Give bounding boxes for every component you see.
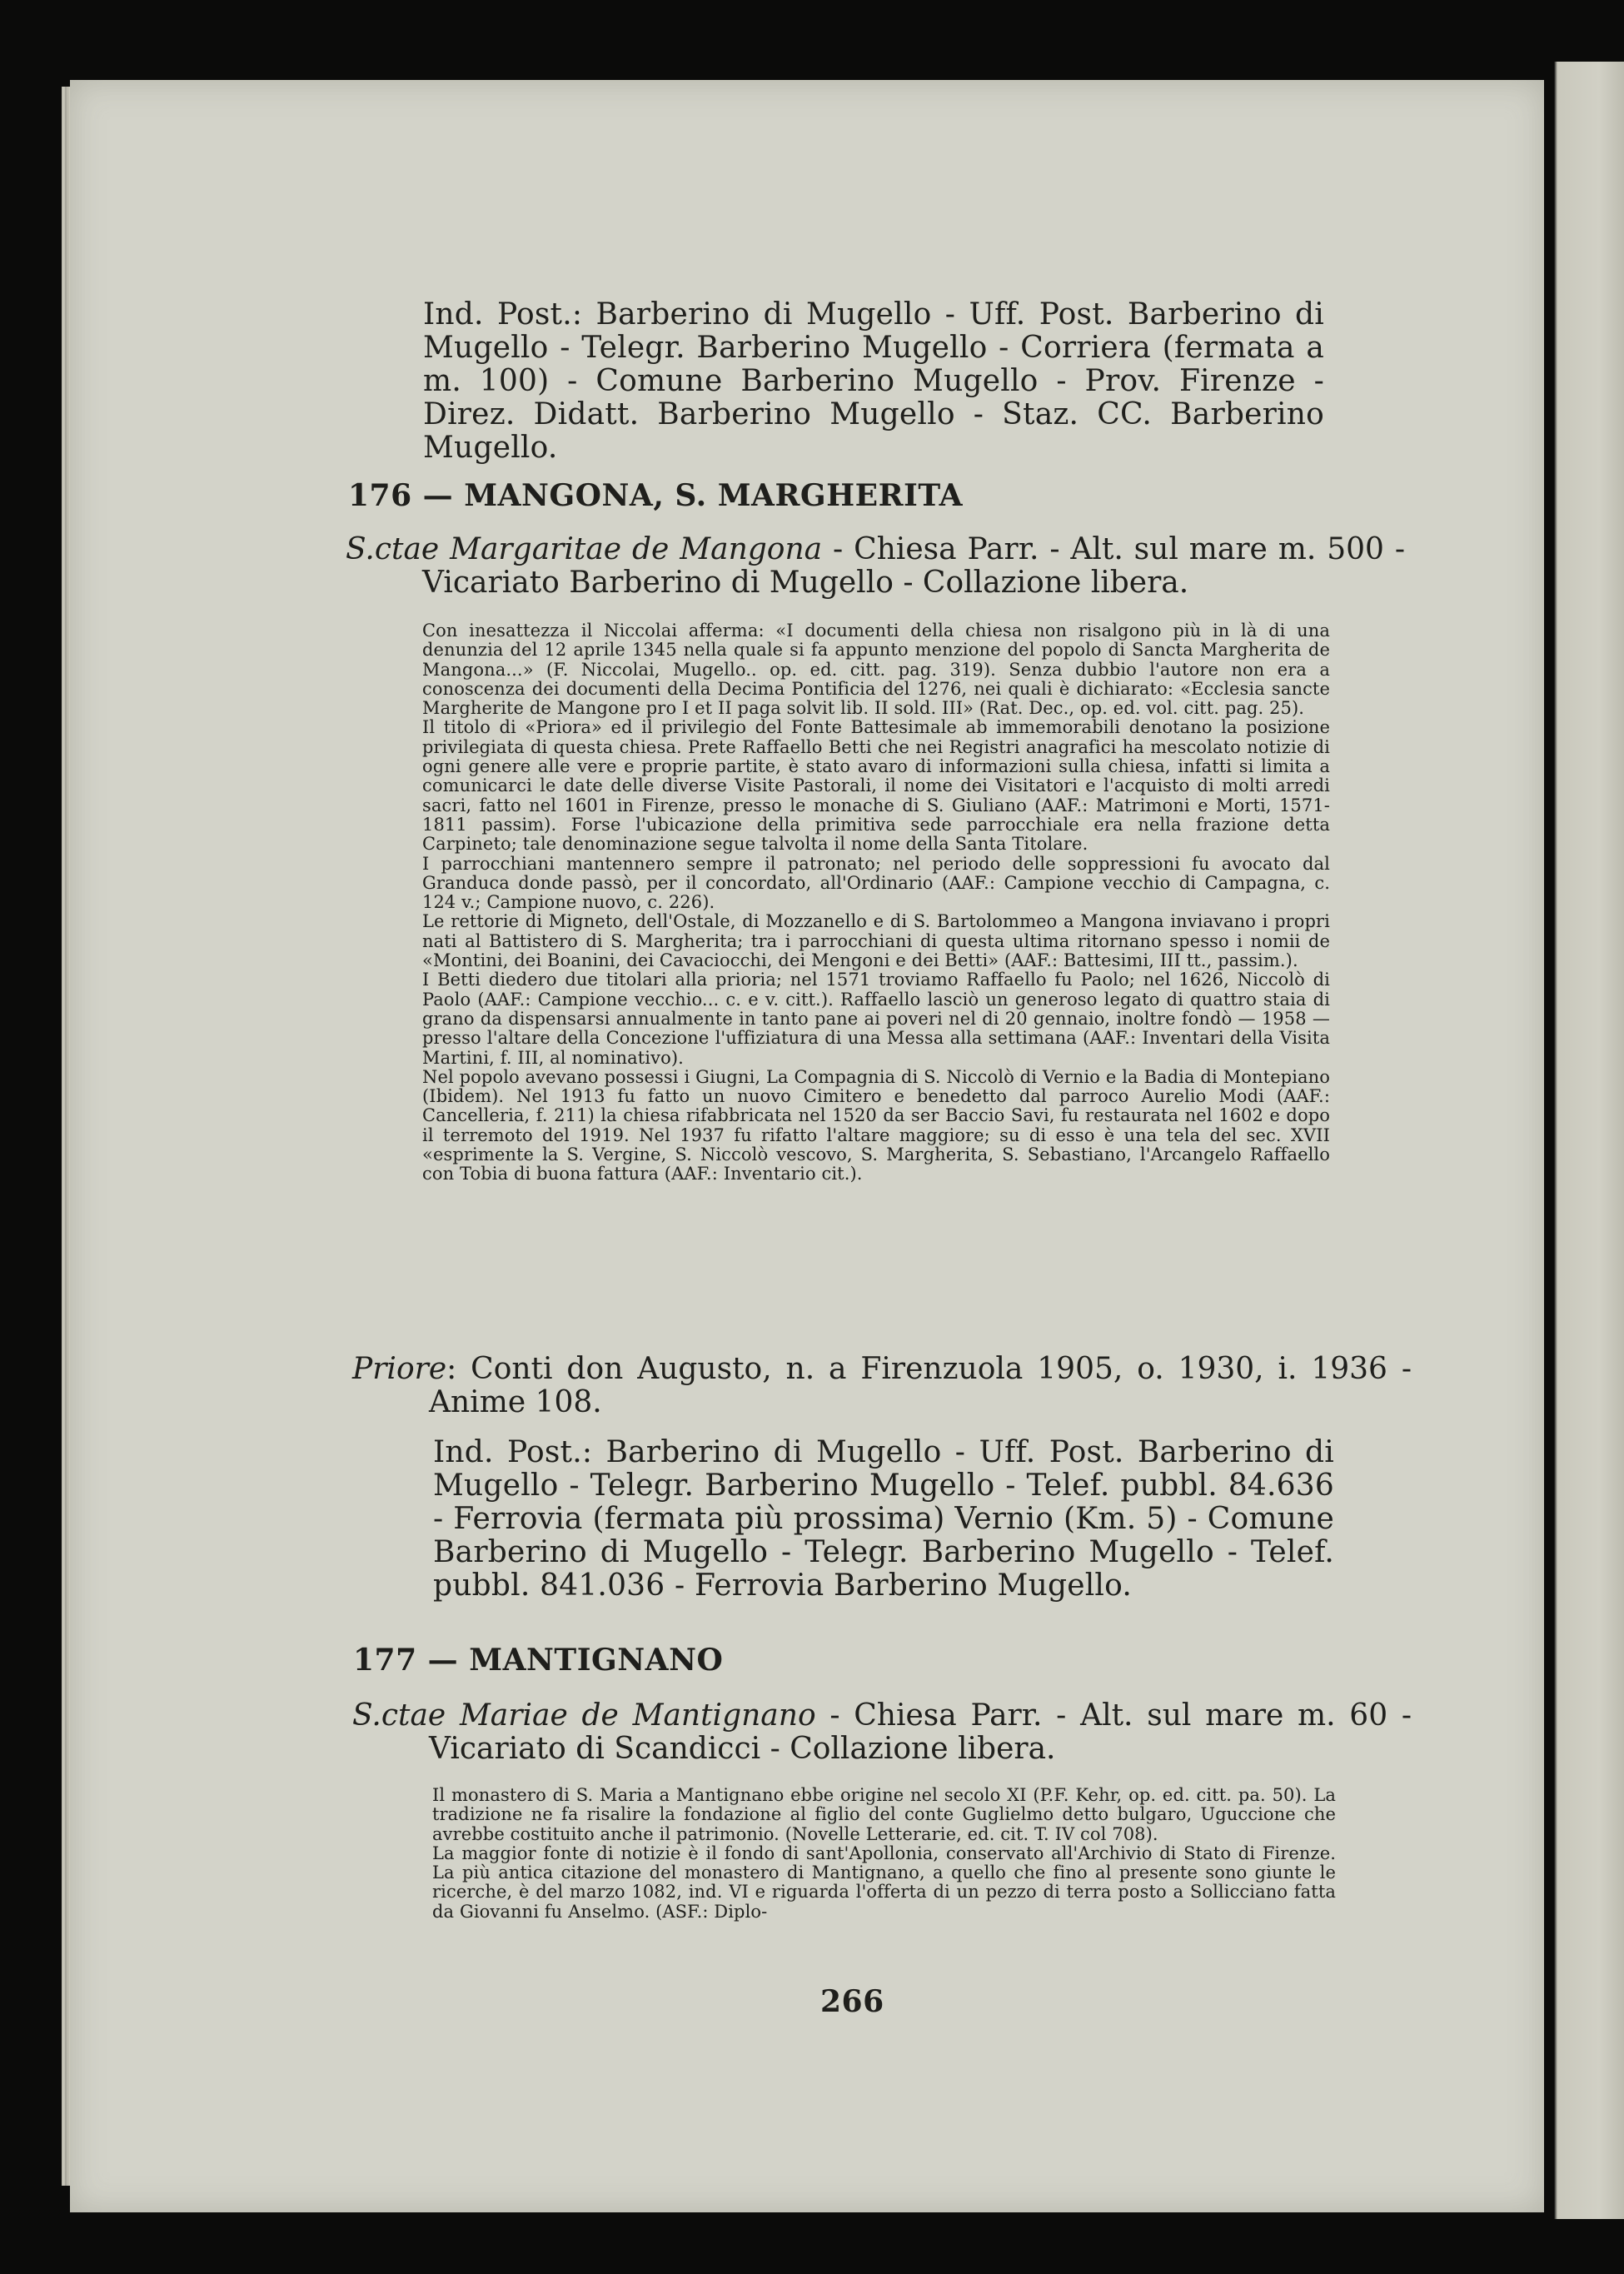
address-paragraph-175: Ind. Post.: Barberino di Mugello - Uff. Post. Barberino di Mugello - Telegr. Barberino Mugello - Corriera (fermata a m. 100) - Comune Barberino Mugello - Prov. Firenze - Direz. Didatt. Barberino Mugello - Staz. CC. Barberino Mugello. [423,297,1324,465]
section-176-details: - Chiesa Parr. - Alt. sul mare m. 500 - Vicariato Barberino di Mugello - Collazione libera. [422,532,1405,600]
address-paragraph-176: Ind. Post.: Barberino di Mugello - Uff. Post. Barberino di Mugello - Telegr. Barberino Mugello - Telef. pubbl. 84.636 - Ferrovia (fermata più prossima) Vernio (Km. 5) - Comune Barberino di Mugello - Telegr. Barberino Mugello - Telef. pubbl. 841.036 - Ferrovia Barberino Mugello. [433,1435,1334,1603]
section-176-entry [346,533,1405,600]
page-number: 266 [820,1984,884,2019]
note-paragraph: I parrocchiani mantennero sempre il patronato; nel periodo delle soppressioni fu avocato dal Granduca donde passò, per il concordato, all'Ordinario (AAF.: Campione vecchio di Campagna, c. 124 v.; Campione nuovo, c. 226). [422,853,1330,913]
section-177-latin-name: S.ctae Mariae de Mantignano [352,1698,816,1733]
priore-text: : Conti don Augusto, n. a Firenzuola 1905, o. 1930, i. 1936 - Anime 108. [429,1352,1412,1419]
note-paragraph: Con inesattezza il Niccolai afferma: «I documenti della chiesa non risalgono più in là di una denunzia del 12 aprile 1345 nella quale si fa appunto menzione del popolo di Sancta Margherita de Mangona...» (F. Niccolai, Mugello.. op. ed. citt. pag. 319). Senza dubbio l'autore non era a conoscenza dei documenti della Decima Pontificia del 1276, nei quali è dichiarato: «Ecclesia sancte Margherite de Mangone pro I et II paga solvit lib. II sold. III» (Rat. Dec., op. ed. vol. citt. pag. 25). [422,621,1330,719]
section-176-latin-name: S.ctae Margaritae de Mangona [346,532,823,566]
section-177-details: - Chiesa Parr. - Alt. sul mare m. 60 - Vicariato di Scandicci - Collazione libera. [429,1698,1412,1766]
note-paragraph: Le rettorie di Migneto, dell'Ostale, di Mozzanello e di S. Bartolommeo a Mangona inviavano i propri nati al Battistero di S. Margherita; tra i parrocchiani di questa ultima ritornano spesso i nomii de «Montini, dei Boanini, dei Cavaciocchi, dei Mengoni e dei Betti» (AAF.: Battesimi, III tt., passim.). [422,911,1330,971]
section-177-heading: 177 — MANTIGNANO [353,1643,724,1678]
note-paragraph: Il monastero di S. Maria a Mantignano ebbe origine nel secolo XI (P.F. Kehr, op. ed. citt. pa. 50). La tradizione ne fa risalire la fondazione al figlio del conte Guglielmo detto bulgaro, Uguccione che avrebbe costituito anche il patrimonio. (Novelle Letterarie, ed. cit. T. IV col 708). [432,1785,1336,1844]
note-paragraph: La maggior fonte di notizie è il fondo di sant'Apollonia, conservato all'Archivio di Stato di Firenze. La più antica citazione del monastero di Mantignano, a quello che fino al presente sono giunte le ricerche, è del marzo 1082, ind. VI e riguarda l'offerta di un pezzo di terra posto a Sollicciano fatta da Giovanni fu Anselmo. (ASF.: Diplo- [432,1843,1336,1922]
section-176-notes [422,621,1330,1184]
note-paragraph: Nel popolo avevano possessi i Giugni, La Compagnia di S. Niccolò di Vernio e la Badia di Montepiano (Ibidem). Nel 1913 fu fatto un nuovo Cimitero e benedetto dal parroco Aurelio Modi (AAF.: Cancelleria, f. 211) la chiesa rifabbricata nel 1520 da ser Baccio Savi, fu restaurata nel 1602 e dopo il terremoto del 1919. Nel 1937 fu rifatto l'altare maggiore; su di esso è una tela del sec. XVII «esprimente la S. Vergine, S. Niccolò vescovo, S. Margherita, S. Sebastiano, l'Arcangelo Raffaello con Tobia di buona fattura (AAF.: Inventario cit.). [422,1066,1330,1184]
section-176-heading: 176 — MANGONA, S. MARGHERITA [348,478,964,513]
priore-label: Priore [352,1352,447,1386]
note-paragraph: I Betti diedero due titolari alla prioria; nel 1571 troviamo Raffaello fu Paolo; nel 1626, Niccolò di Paolo (AAF.: Campione vecchio... c. e v. citt.). Raffaello lasciò un generoso legato di quattro staia di grano da dispensarsi annualmente in tanto pane ai poveri nel di 20 gennaio, inoltre fondò — 1958 — presso l'altare della Concezione l'uffiziatura di una Messa alla settimana (AAF.: Inventari della Visita Martini, f. III, al nominativo). [422,970,1330,1068]
section-177-entry [352,1699,1412,1766]
priore-entry [352,1353,1412,1419]
note-paragraph: Il titolo di «Priora» ed il privilegio del Fonte Battesimale ab immemorabili denotano la posizione privilegiata di questa chiesa. Prete Raffaello Betti che nei Registri anagrafici ha mescolato notizie di ogni genere alle vere e proprie partite, è stato avaro di informazioni sulla chiesa, infatti si limita a comunicarci le date delle diverse Visite Pastorali, il nome dei Visitatori e l'acquisto di molti arredi sacri, fatto nel 1601 in Firenze, presso le monache di S. Giuliano (AAF.: Matrimoni e Morti, 1571-1811 passim). Forse l'ubicazione della primitiva sede parrocchiale era nella frazione detta Carpineto; tale denominazione segue talvolta il nome della Santa Titolare. [422,717,1330,855]
section-177-notes [432,1786,1336,1922]
